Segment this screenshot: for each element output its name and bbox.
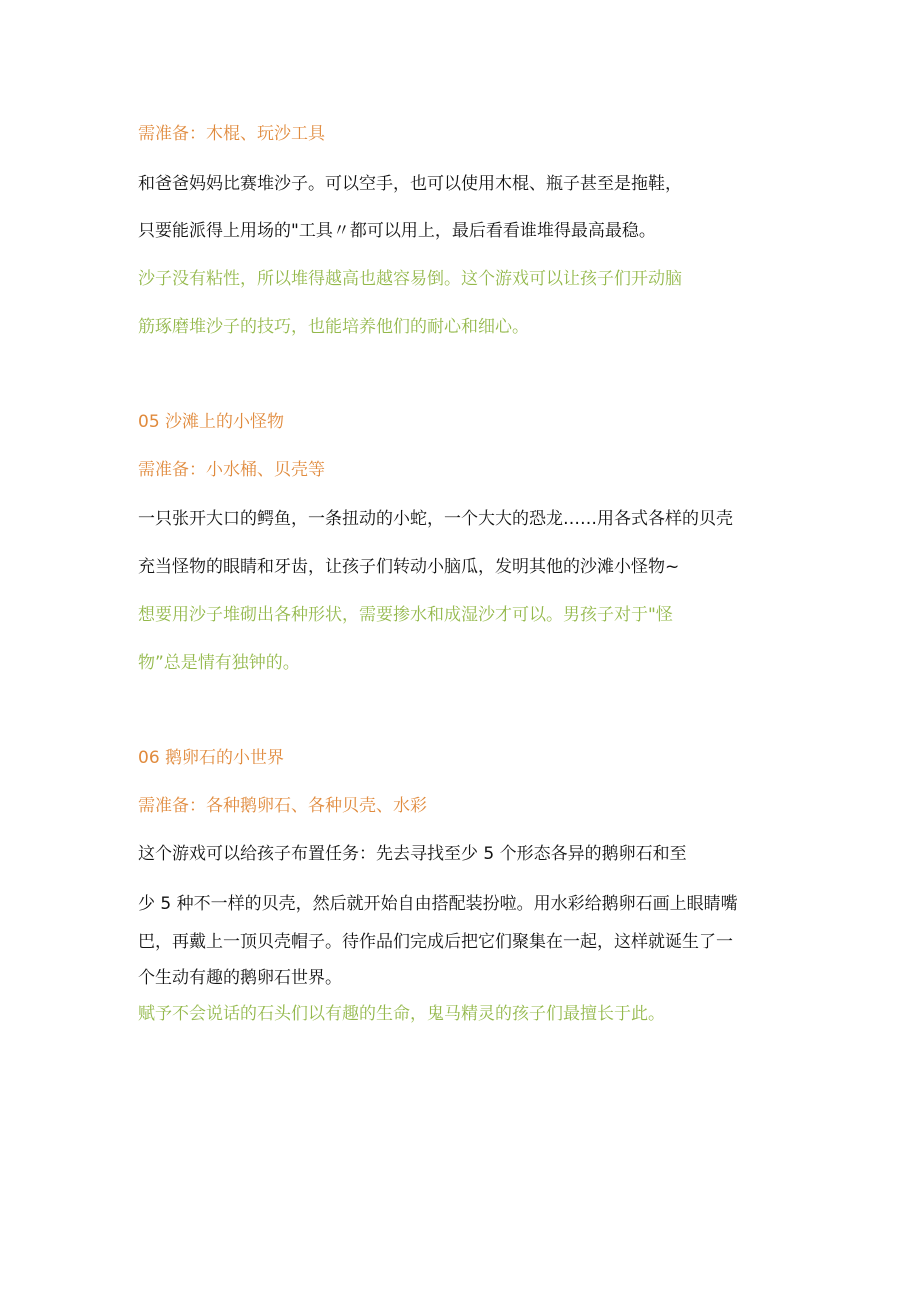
section4-tip-line-1: 沙子没有粘性，所以堆得越高也越容易倒。这个游戏可以让孩子们开动脑 [138,269,682,289]
section4-tip-line-2: 筋琢磨堆沙子的技巧，也能培养他们的耐心和细心。 [138,317,529,337]
section6-title: 06 鹅卵石的小世界 [138,748,285,768]
section6-body-line-1: 这个游戏可以给孩子布置任务：先去寻找至少 5 个形态各异的鹅卵石和至 [138,844,687,864]
section6-prep: 需准备：各种鹅卵石、各种贝壳、水彩 [138,796,427,816]
section6-body-line-4: 个生动有趣的鹅卵石世界。 [138,968,342,988]
section4-body-line-2: 只要能派得上用场的"工具〃都可以用上，最后看看谁堆得最高最稳。 [138,221,656,241]
section4-body-line-1: 和爸爸妈妈比赛堆沙子。可以空手，也可以使用木棍、瓶子甚至是拖鞋， [138,174,682,194]
section5-tip-line-1: 想要用沙子堆砌出各种形状，需要掺水和成湿沙才可以。男孩子对于"怪 [138,605,673,625]
section6-tip-line-1: 赋予不会说话的石头们以有趣的生命，鬼马精灵的孩子们最擅长于此。 [138,1004,665,1024]
section5-title: 05 沙滩上的小怪物 [138,412,285,432]
section5-prep: 需准备：小水桶、贝壳等 [138,460,325,480]
section5-body-line-1: 一只张开大口的鳄鱼，一条扭动的小蛇，一个大大的恐龙……用各式各样的贝壳 [138,509,733,529]
section6-body-line-2: 少 5 种不一样的贝壳，然后就开始自由搭配装扮啦。用水彩给鹅卵石画上眼睛嘴 [138,894,738,914]
section4-prep: 需准备：木棍、玩沙工具 [138,124,325,144]
section5-body-line-2: 充当怪物的眼睛和牙齿，让孩子们转动小脑瓜，发明其他的沙滩小怪物~ [138,557,680,577]
section6-body-line-3: 巴，再戴上一顶贝壳帽子。待作品们完成后把它们聚集在一起，这样就诞生了一 [138,932,733,952]
section5-tip-line-2: 物”总是情有独钟的。 [138,653,300,673]
